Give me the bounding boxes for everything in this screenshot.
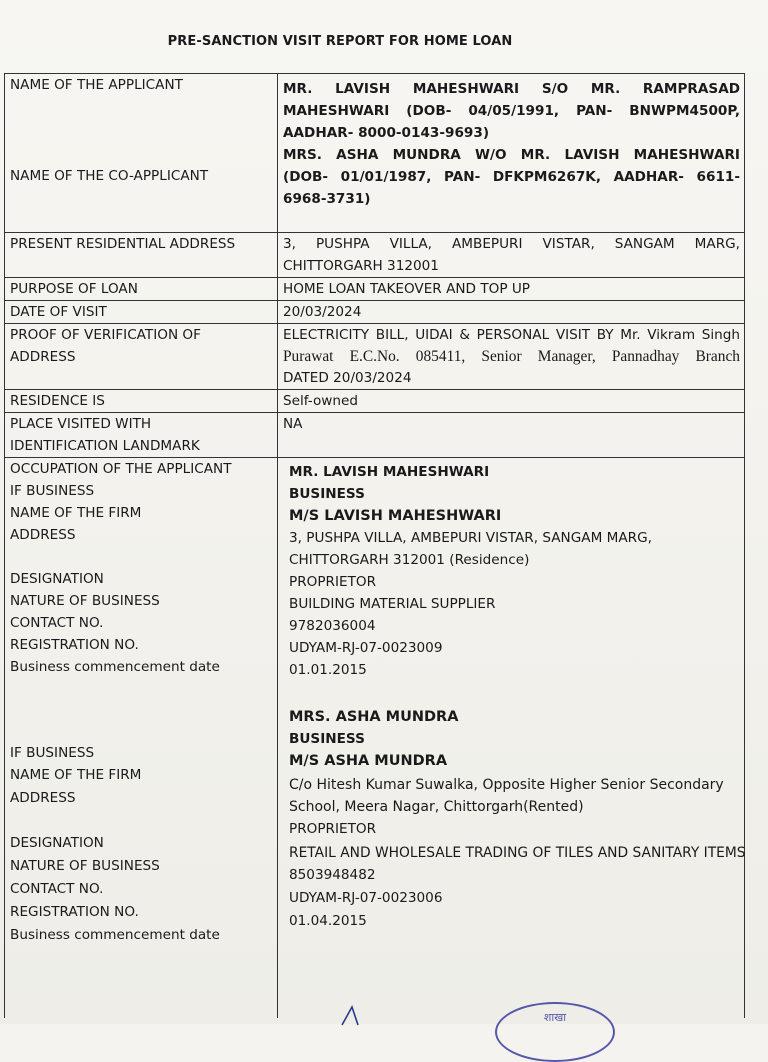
commencement-label: Business commencement date	[10, 659, 220, 675]
co-applicant-firm-address-line1: C/o Hitesh Kumar Suwalka, Opposite Higher Senior Secondary	[289, 777, 724, 793]
proof-line3: DATED 20/03/2024	[283, 370, 412, 386]
co-applicant-name-line3: 6968-3731)	[283, 191, 371, 207]
applicant-label-cell	[5, 74, 278, 233]
proof-line1: ELECTRICITY BILL, UIDAI & PERSONAL VISIT BY Mr. Vikram Singh	[283, 327, 740, 343]
table-row	[5, 301, 745, 324]
if-business-label: IF BUSINESS	[10, 483, 95, 499]
occupation-value-cell	[278, 458, 745, 1019]
stamp-text: शाखा	[543, 1011, 567, 1024]
occupation-label-cell	[5, 458, 278, 1019]
co-applicant-label: NAME OF THE CO-APPLICANT	[10, 168, 209, 184]
applicant-label: NAME OF THE APPLICANT	[10, 77, 183, 93]
commencement-label-2: Business commencement date	[10, 927, 220, 943]
applicant-value-cell	[278, 74, 745, 233]
place-visited-label-line2: IDENTIFICATION LANDMARK	[10, 438, 200, 454]
co-applicant-name-line2: (DOB- 01/01/1987, PAN- DFKPM6267K, AADHAR- 6611-	[283, 169, 740, 185]
applicant-nature: BUILDING MATERIAL SUPPLIER	[289, 596, 496, 612]
address-label: ADDRESS	[10, 527, 76, 543]
registration-label-2: REGISTRATION NO.	[10, 904, 139, 920]
table-row	[5, 324, 745, 390]
date-of-visit-label: DATE OF VISIT	[5, 301, 278, 324]
applicant-registration: UDYAM-RJ-07-0023009	[289, 640, 443, 656]
residential-address-value	[278, 233, 745, 278]
co-applicant-commencement: 01.04.2015	[289, 913, 367, 929]
designation-label: DESIGNATION	[10, 571, 104, 587]
table-row	[5, 390, 745, 413]
applicant-name-line1: MR. LAVISH MAHESHWARI S/O MR. RAMPRASAD	[283, 81, 740, 97]
firm-name-label: NAME OF THE FIRM	[10, 505, 142, 521]
proof-value	[278, 324, 745, 390]
report-table	[4, 73, 745, 1018]
table-row	[5, 233, 745, 278]
date-of-visit-value: 20/03/2024	[278, 301, 745, 324]
residential-address-line1: 3, PUSHPA VILLA, AMBEPURI VISTAR, SANGAM MARG,	[283, 236, 740, 252]
place-visited-label	[5, 413, 278, 458]
applicant-business: BUSINESS	[289, 486, 365, 502]
applicant-name-line2: MAHESHWARI (DOB- 04/05/1991, PAN- BNWPM4500P,	[283, 103, 740, 119]
purpose-label: PURPOSE OF LOAN	[5, 278, 278, 301]
applicant-firm: M/S LAVISH MAHESHWARI	[289, 508, 502, 524]
table-row	[5, 458, 745, 1019]
table-row	[5, 413, 745, 458]
applicant-contact: 9782036004	[289, 618, 376, 634]
applicant-commencement: 01.01.2015	[289, 662, 367, 678]
residence-label: RESIDENCE IS	[5, 390, 278, 413]
address-label-2: ADDRESS	[10, 790, 76, 806]
table-row	[5, 278, 745, 301]
co-applicant-name-line1: MRS. ASHA MUNDRA W/O MR. LAVISH MAHESHWARI	[283, 147, 740, 163]
co-applicant-firm-address-line2: School, Meera Nagar, Chittorgarh(Rented)	[289, 799, 584, 815]
place-visited-label-line1: PLACE VISITED WITH	[10, 416, 152, 432]
contact-label: CONTACT NO.	[10, 615, 104, 631]
signature-mark	[338, 1004, 368, 1026]
residential-address-line2: CHITTORGARH 312001	[283, 258, 439, 274]
occupation-label: OCCUPATION OF THE APPLICANT	[10, 461, 232, 477]
co-applicant-registration: UDYAM-RJ-07-0023006	[289, 890, 443, 906]
registration-label: REGISTRATION NO.	[10, 637, 139, 653]
co-applicant-occupation-name: MRS. ASHA MUNDRA	[289, 709, 459, 725]
applicant-occupation-name: MR. LAVISH MAHESHWARI	[289, 464, 490, 480]
co-applicant-business: BUSINESS	[289, 731, 365, 747]
co-applicant-nature: RETAIL AND WHOLESALE TRADING OF TILES AND SANITARY ITEMS	[289, 845, 746, 861]
nature-label-2: NATURE OF BUSINESS	[10, 858, 160, 874]
designation-label-2: DESIGNATION	[10, 835, 104, 851]
proof-label-line2: ADDRESS	[10, 349, 76, 365]
if-business-label-2: IF BUSINESS	[10, 745, 95, 761]
residential-address-label: PRESENT RESIDENTIAL ADDRESS	[5, 233, 278, 278]
document-title: PRE-SANCTION VISIT REPORT FOR HOME LOAN	[167, 34, 513, 49]
proof-line2: Purawat E.C.No. 085411, Senior Manager, Pannadhay Branch	[283, 348, 740, 365]
co-applicant-contact: 8503948482	[289, 867, 376, 883]
firm-name-label-2: NAME OF THE FIRM	[10, 767, 142, 783]
contact-label-2: CONTACT NO.	[10, 881, 104, 897]
co-applicant-designation: PROPRIETOR	[289, 821, 377, 837]
residence-value: Self-owned	[278, 390, 745, 413]
applicant-designation: PROPRIETOR	[289, 574, 377, 590]
applicant-firm-address-line2: CHITTORGARH 312001 (Residence)	[289, 552, 530, 568]
table-row	[5, 74, 745, 233]
co-applicant-firm: M/S ASHA MUNDRA	[289, 753, 448, 769]
applicant-firm-address-line1: 3, PUSHPA VILLA, AMBEPURI VISTAR, SANGAM MARG,	[289, 530, 652, 546]
branch-stamp	[495, 1002, 615, 1062]
place-visited-value: NA	[278, 413, 745, 458]
nature-label: NATURE OF BUSINESS	[10, 593, 160, 609]
proof-label	[5, 324, 278, 390]
proof-label-line1: PROOF OF VERIFICATION OF	[10, 327, 201, 343]
purpose-value: HOME LOAN TAKEOVER AND TOP UP	[278, 278, 745, 301]
applicant-name-line3: AADHAR- 8000-0143-9693)	[283, 125, 490, 141]
